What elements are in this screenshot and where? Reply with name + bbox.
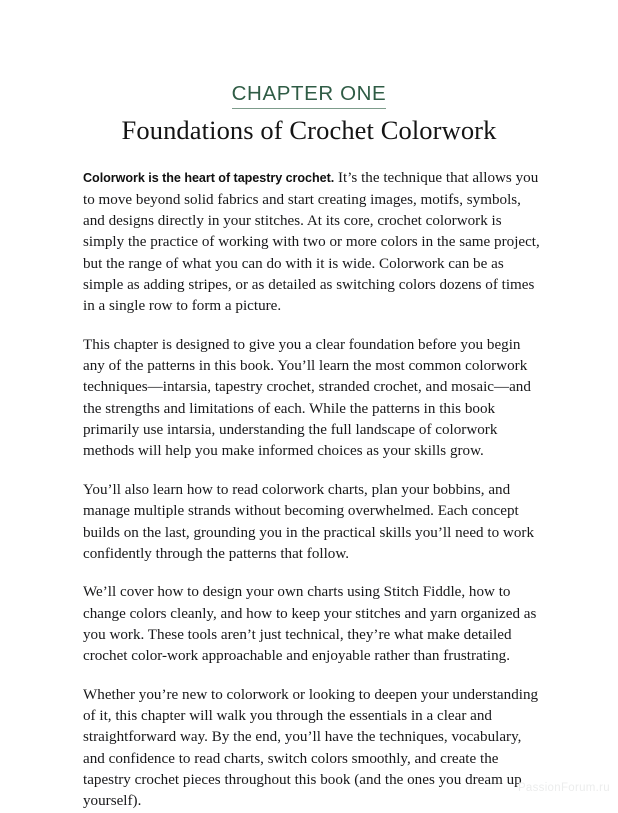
page-title: Foundations of Crochet Colorwork: [121, 114, 497, 145]
site-watermark: PassionForum.ru: [517, 782, 610, 794]
paragraph-3: You’ll also learn how to read colorwork charts, plan your bobbins, and manage multiple strands without becoming overwhelmed. Each concept builds on the last, grounding you in the practical skills you’ll need to work confidently through the patterns that follow.: [83, 481, 534, 562]
paragraph-2: This chapter is designed to give you a clear foundation before you begin any of the patterns in this book. You’ll learn the most common colorwork techniques—intarsia, tapestry crochet, stranded crochet, and mosaic—and the strengths and limitations of each. While the patterns in this book primarily use intarsia, understanding the full landscape of colorwork methods will help you make informed choices as your skills grow.: [83, 336, 531, 460]
lead-in-sentence: Colorwork is the heart of tapestry crochet.: [83, 171, 335, 186]
paragraph-1: [83, 168, 544, 317]
chapter-heading-block: [0, 0, 618, 146]
paragraph-1-text: It’s the technique that allows you to move beyond solid fabrics and start creating images, motifs, symbols, and designs directly in your stitches. At its core, crochet colorwork is simply the practice of working with two or more colors in the same project, but the range of what you can do with it is wide. Colorwork can be as simple as adding stripes, or as detailed as switching colors dozens of times in a single row to form a picture.: [83, 170, 540, 315]
paragraph-4: We’ll cover how to design your own charts using Stitch Fiddle, how to change colors cleanly, and how to keep your stitches and yarn organized as you work. These tools aren’t just technical, they’re what make detailed crochet color-work approachable and enjoyable rather than frustrating.: [83, 584, 537, 665]
paragraph-5: Whether you’re new to colorwork or looking to deepen your understanding of it, this chapter will walk you through the essentials in a clear and straightforward way. By the end, you’ll have the techniques, vocabulary, and confidence to read charts, switch colors smoothly, and create the tapestry crochet pieces throughout this book (and the ones you dream up yourself).: [83, 686, 539, 810]
chapter-eyebrow-label: CHAPTER ONE: [232, 82, 387, 109]
body-text-column: [74, 146, 544, 812]
